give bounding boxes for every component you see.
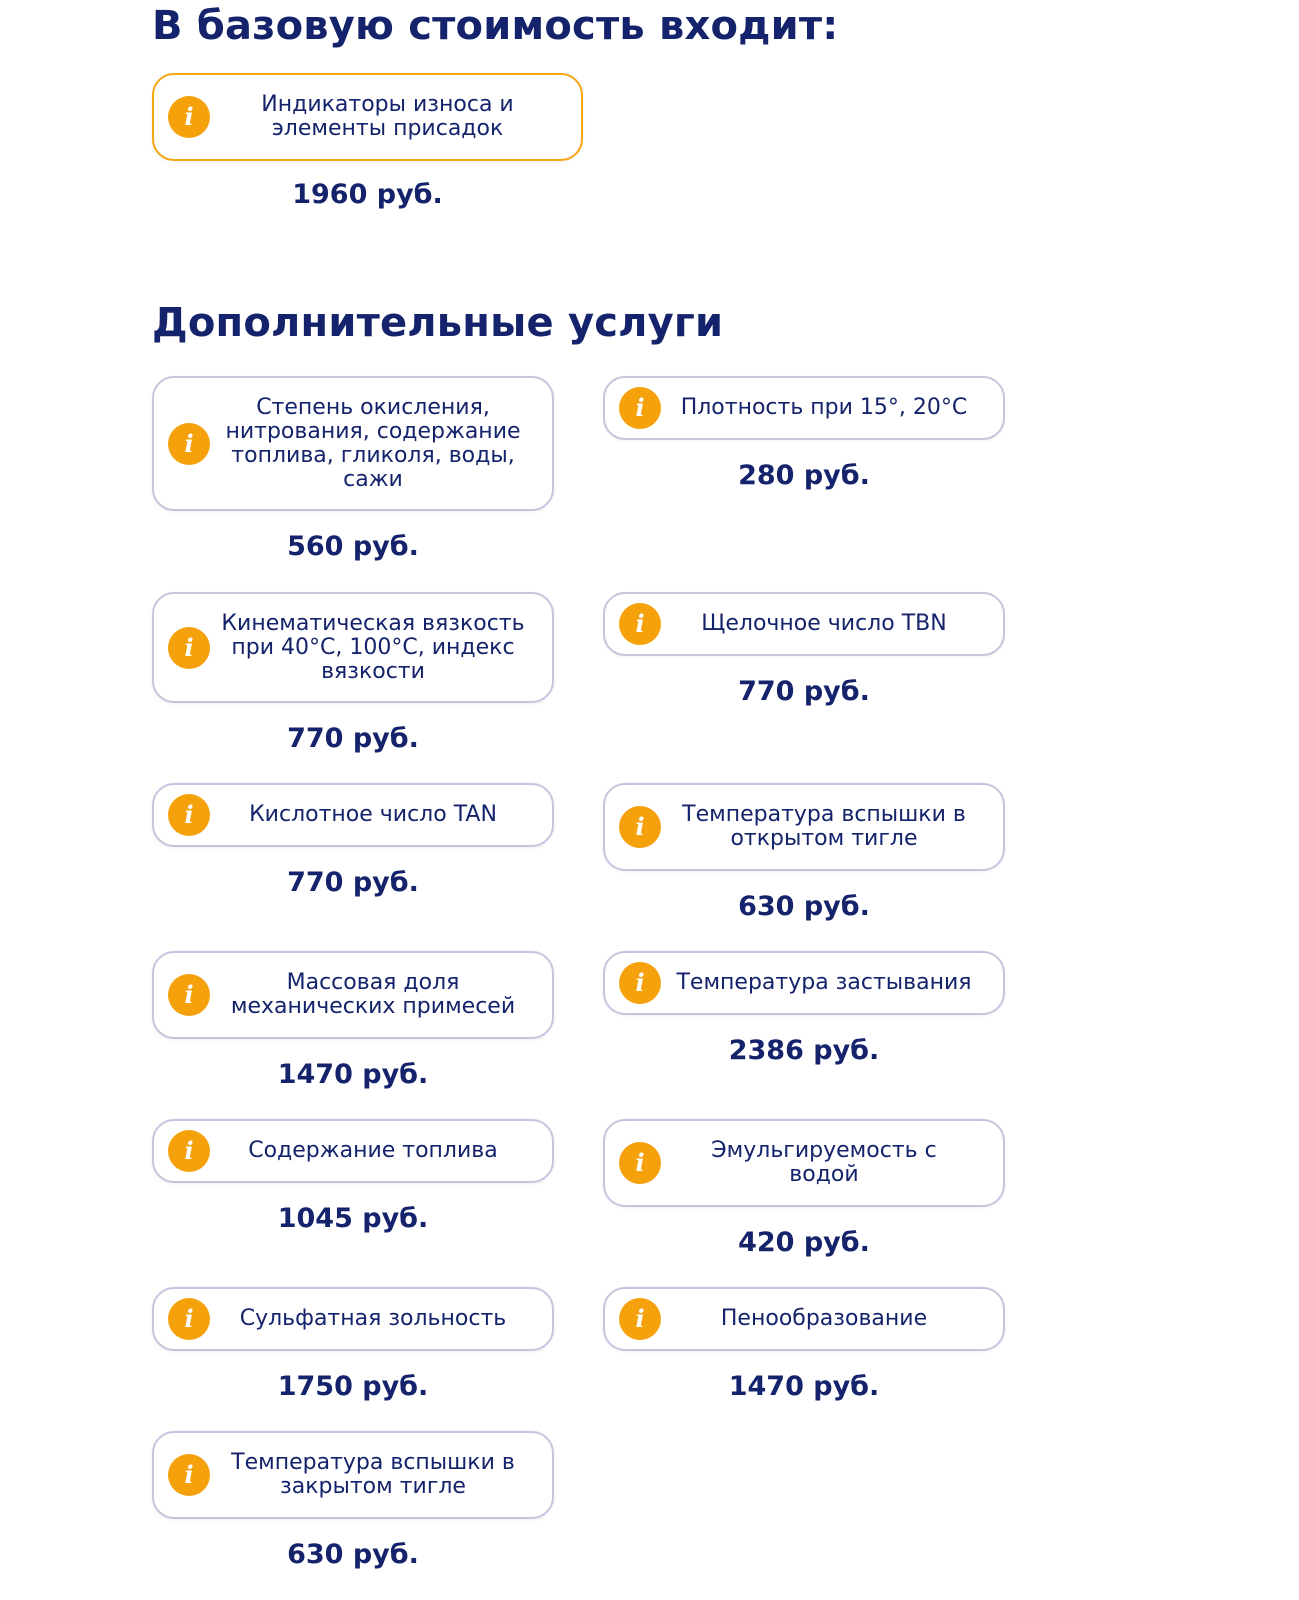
service-label: Содержание топлива: [248, 1138, 498, 1163]
service-card[interactable]: [152, 1119, 554, 1183]
service-card[interactable]: [603, 592, 1005, 656]
service-label: Температура вспышки в закрытом тигле: [231, 1450, 515, 1499]
service-item: [152, 783, 554, 896]
service-item: [603, 1119, 1005, 1256]
service-label: Кинематическая вязкость при 40°С, 100°С, индекс вязкости: [221, 610, 525, 684]
service-price: 630 руб.: [287, 1539, 419, 1570]
info-icon[interactable]: i: [168, 794, 210, 836]
service-card[interactable]: [152, 783, 554, 847]
service-label: Щелочное число TBN: [701, 611, 947, 636]
service-label: Температура вспышки в открытом тигле: [682, 802, 966, 851]
info-icon[interactable]: i: [619, 806, 661, 848]
service-item: [603, 376, 1005, 489]
info-icon[interactable]: i: [168, 627, 210, 669]
service-label: Эмульгируемость с водой: [711, 1138, 937, 1187]
service-card[interactable]: [152, 73, 583, 161]
service-label: Плотность при 15°, 20°С: [680, 395, 968, 420]
service-item: [152, 1287, 554, 1400]
service-price: 1470 руб.: [728, 1371, 880, 1402]
service-card[interactable]: [603, 783, 1005, 871]
info-icon[interactable]: i: [168, 974, 210, 1016]
service-label: Массовая доля механических примесей: [230, 970, 516, 1019]
service-label: Сульфатная зольность: [239, 1306, 507, 1331]
service-price: 1960 руб.: [292, 179, 443, 210]
service-price: 1750 руб.: [277, 1371, 429, 1402]
service-item: [603, 783, 1005, 920]
service-price: 2386 руб.: [728, 1035, 880, 1066]
service-item: [152, 1431, 554, 1568]
service-item: [603, 1287, 1005, 1400]
service-label: Кислотное число TAN: [249, 802, 497, 827]
info-icon[interactable]: i: [619, 1298, 661, 1340]
service-card[interactable]: [152, 592, 554, 703]
service-label: Температура застывания: [676, 970, 972, 995]
service-price: 1045 руб.: [277, 1203, 429, 1234]
service-price: 1470 руб.: [277, 1059, 429, 1090]
info-icon[interactable]: i: [619, 387, 661, 429]
service-price: 420 руб.: [738, 1227, 870, 1258]
service-label: Индикаторы износа и элементы присадок: [261, 92, 514, 141]
service-card[interactable]: [152, 951, 554, 1039]
info-icon[interactable]: i: [168, 1454, 210, 1496]
service-price: 770 руб.: [738, 676, 870, 707]
service-item: [152, 951, 554, 1088]
extra-services-title: Дополнительные услуги: [152, 300, 724, 346]
service-label: Степень окисления, нитрования, содержание топлива, гликоля, воды, сажи: [225, 394, 521, 492]
service-label: Пенообразование: [720, 1306, 928, 1331]
info-icon[interactable]: i: [619, 962, 661, 1004]
service-card[interactable]: [152, 376, 554, 511]
info-icon[interactable]: i: [168, 1298, 210, 1340]
service-item: [603, 592, 1005, 705]
service-item: [152, 376, 554, 560]
service-card[interactable]: [603, 1119, 1005, 1207]
info-icon[interactable]: i: [168, 1130, 210, 1172]
service-item: [603, 951, 1005, 1064]
service-item: [152, 1119, 554, 1232]
service-card[interactable]: [152, 1431, 554, 1519]
service-card[interactable]: [603, 376, 1005, 440]
info-icon[interactable]: i: [168, 96, 210, 138]
service-price: 770 руб.: [287, 867, 419, 898]
service-card[interactable]: [152, 1287, 554, 1351]
service-price: 770 руб.: [287, 723, 419, 754]
service-card[interactable]: [603, 1287, 1005, 1351]
info-icon[interactable]: i: [619, 603, 661, 645]
service-price: 280 руб.: [738, 460, 870, 491]
info-icon[interactable]: i: [168, 423, 210, 465]
service-price: 560 руб.: [287, 531, 419, 562]
base-service-item: [152, 73, 583, 208]
info-icon[interactable]: i: [619, 1142, 661, 1184]
base-cost-title: В базовую стоимость входит:: [152, 3, 839, 49]
service-item: [152, 592, 554, 752]
service-card[interactable]: [603, 951, 1005, 1015]
service-price: 630 руб.: [738, 891, 870, 922]
